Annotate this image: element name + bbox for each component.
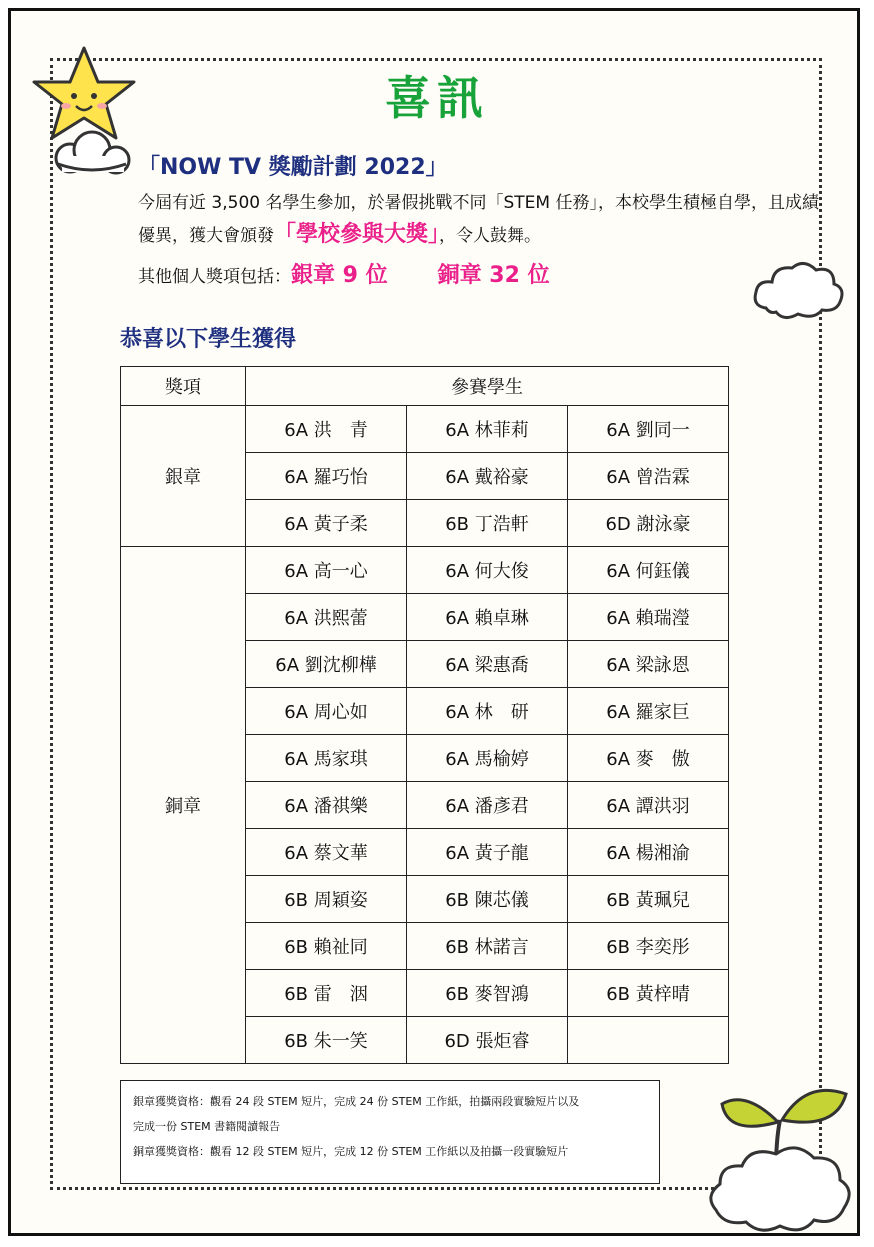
student-cell: 6A 劉沈柳樺 [246, 641, 407, 688]
silver-eligibility-line2: 完成一份 STEM 書籍閱讀報告 [133, 1120, 281, 1133]
table-row [121, 547, 729, 594]
student-cell: 6D 謝泳豪 [568, 500, 729, 547]
student-cell: 6A 蔡文華 [246, 829, 407, 876]
section-title: 恭喜以下學生獲得 [120, 327, 297, 352]
student-cell: 6A 羅巧怡 [246, 453, 407, 500]
student-cell: 6A 何鈺儀 [568, 547, 729, 594]
student-cell: 6B 賴祉同 [246, 923, 407, 970]
student-cell: 6A 潘彥君 [407, 782, 568, 829]
eligibility-notes [120, 1080, 660, 1184]
student-cell [568, 1017, 729, 1064]
student-cell: 6B 雷 洇 [246, 970, 407, 1017]
student-cell: 6B 丁浩軒 [407, 500, 568, 547]
student-cell: 6A 高一心 [246, 547, 407, 594]
student-cell: 6A 馬家琪 [246, 735, 407, 782]
table-row [121, 406, 729, 453]
table-body [121, 406, 729, 1064]
program-subtitle: 「NOW TV 獎勵計劃 2022」 [138, 155, 448, 180]
intro-paragraph [138, 188, 828, 252]
student-cell: 6A 曾浩霖 [568, 453, 729, 500]
student-cell: 6A 林 研 [407, 688, 568, 735]
student-cell: 6A 羅家巨 [568, 688, 729, 735]
individual-awards-line [138, 260, 828, 293]
student-cell: 6B 林諾言 [407, 923, 568, 970]
student-cell: 6A 林菲莉 [407, 406, 568, 453]
student-cell: 6A 麥 傲 [568, 735, 729, 782]
bronze-count: 銅章 32 位 [437, 263, 550, 288]
student-cell: 6A 馬榆婷 [407, 735, 568, 782]
student-cell: 6A 洪熙蕾 [246, 594, 407, 641]
student-cell: 6A 戴裕豪 [407, 453, 568, 500]
award-label: 銀章 [121, 406, 246, 547]
student-cell: 6A 賴瑞瀅 [568, 594, 729, 641]
silver-eligibility-line1: 銀章獲獎資格：觀看 24 段 STEM 短片，完成 24 份 STEM 工作紙，拍攝兩段實驗短片以及 [133, 1095, 580, 1108]
student-cell: 6D 張炬睿 [407, 1017, 568, 1064]
student-cell: 6A 洪 青 [246, 406, 407, 453]
award-label: 銅章 [121, 547, 246, 1064]
student-cell: 6A 梁詠恩 [568, 641, 729, 688]
student-cell: 6A 周心如 [246, 688, 407, 735]
student-cell: 6B 黃珮兒 [568, 876, 729, 923]
student-cell: 6B 周穎姿 [246, 876, 407, 923]
student-cell: 6A 潘祺樂 [246, 782, 407, 829]
intro-text-2: ，令人鼓舞。 [439, 226, 542, 246]
student-cell: 6A 黃子龍 [407, 829, 568, 876]
student-cell: 6A 劉同一 [568, 406, 729, 453]
student-cell: 6A 梁惠喬 [407, 641, 568, 688]
page-title: 喜訊 [385, 71, 489, 125]
header-students: 參賽學生 [246, 367, 729, 406]
student-cell: 6B 陳芯儀 [407, 876, 568, 923]
table-header-row [121, 367, 729, 406]
awards-table [120, 366, 729, 1064]
student-cell: 6B 黃梓晴 [568, 970, 729, 1017]
intro-text-1: 今屆有近 3,500 名學生參加，於暑假挑戰不同「STEM 任務」，本校學生積極自學，且成績優異，獲大會頒發 [138, 193, 819, 246]
silver-count: 銀章 9 位 [291, 263, 388, 288]
bronze-eligibility: 銅章獲獎資格：觀看 12 段 STEM 短片，完成 12 份 STEM 工作紙以及拍攝一段實驗短片 [133, 1145, 569, 1158]
sprout-icon [706, 1040, 856, 1235]
student-cell: 6A 楊湘渝 [568, 829, 729, 876]
header-award: 獎項 [121, 367, 246, 406]
student-cell: 6A 何大俊 [407, 547, 568, 594]
student-cell: 6B 李奕彤 [568, 923, 729, 970]
student-cell: 6B 朱一笑 [246, 1017, 407, 1064]
student-cell: 6A 黃子柔 [246, 500, 407, 547]
school-award-highlight: 「學校參與大獎」 [274, 222, 440, 247]
student-cell: 6B 麥智鴻 [407, 970, 568, 1017]
student-cell: 6A 賴卓琳 [407, 594, 568, 641]
individual-awards-prefix: 其他個人獎項包括： [138, 267, 291, 287]
student-cell: 6A 譚洪羽 [568, 782, 729, 829]
